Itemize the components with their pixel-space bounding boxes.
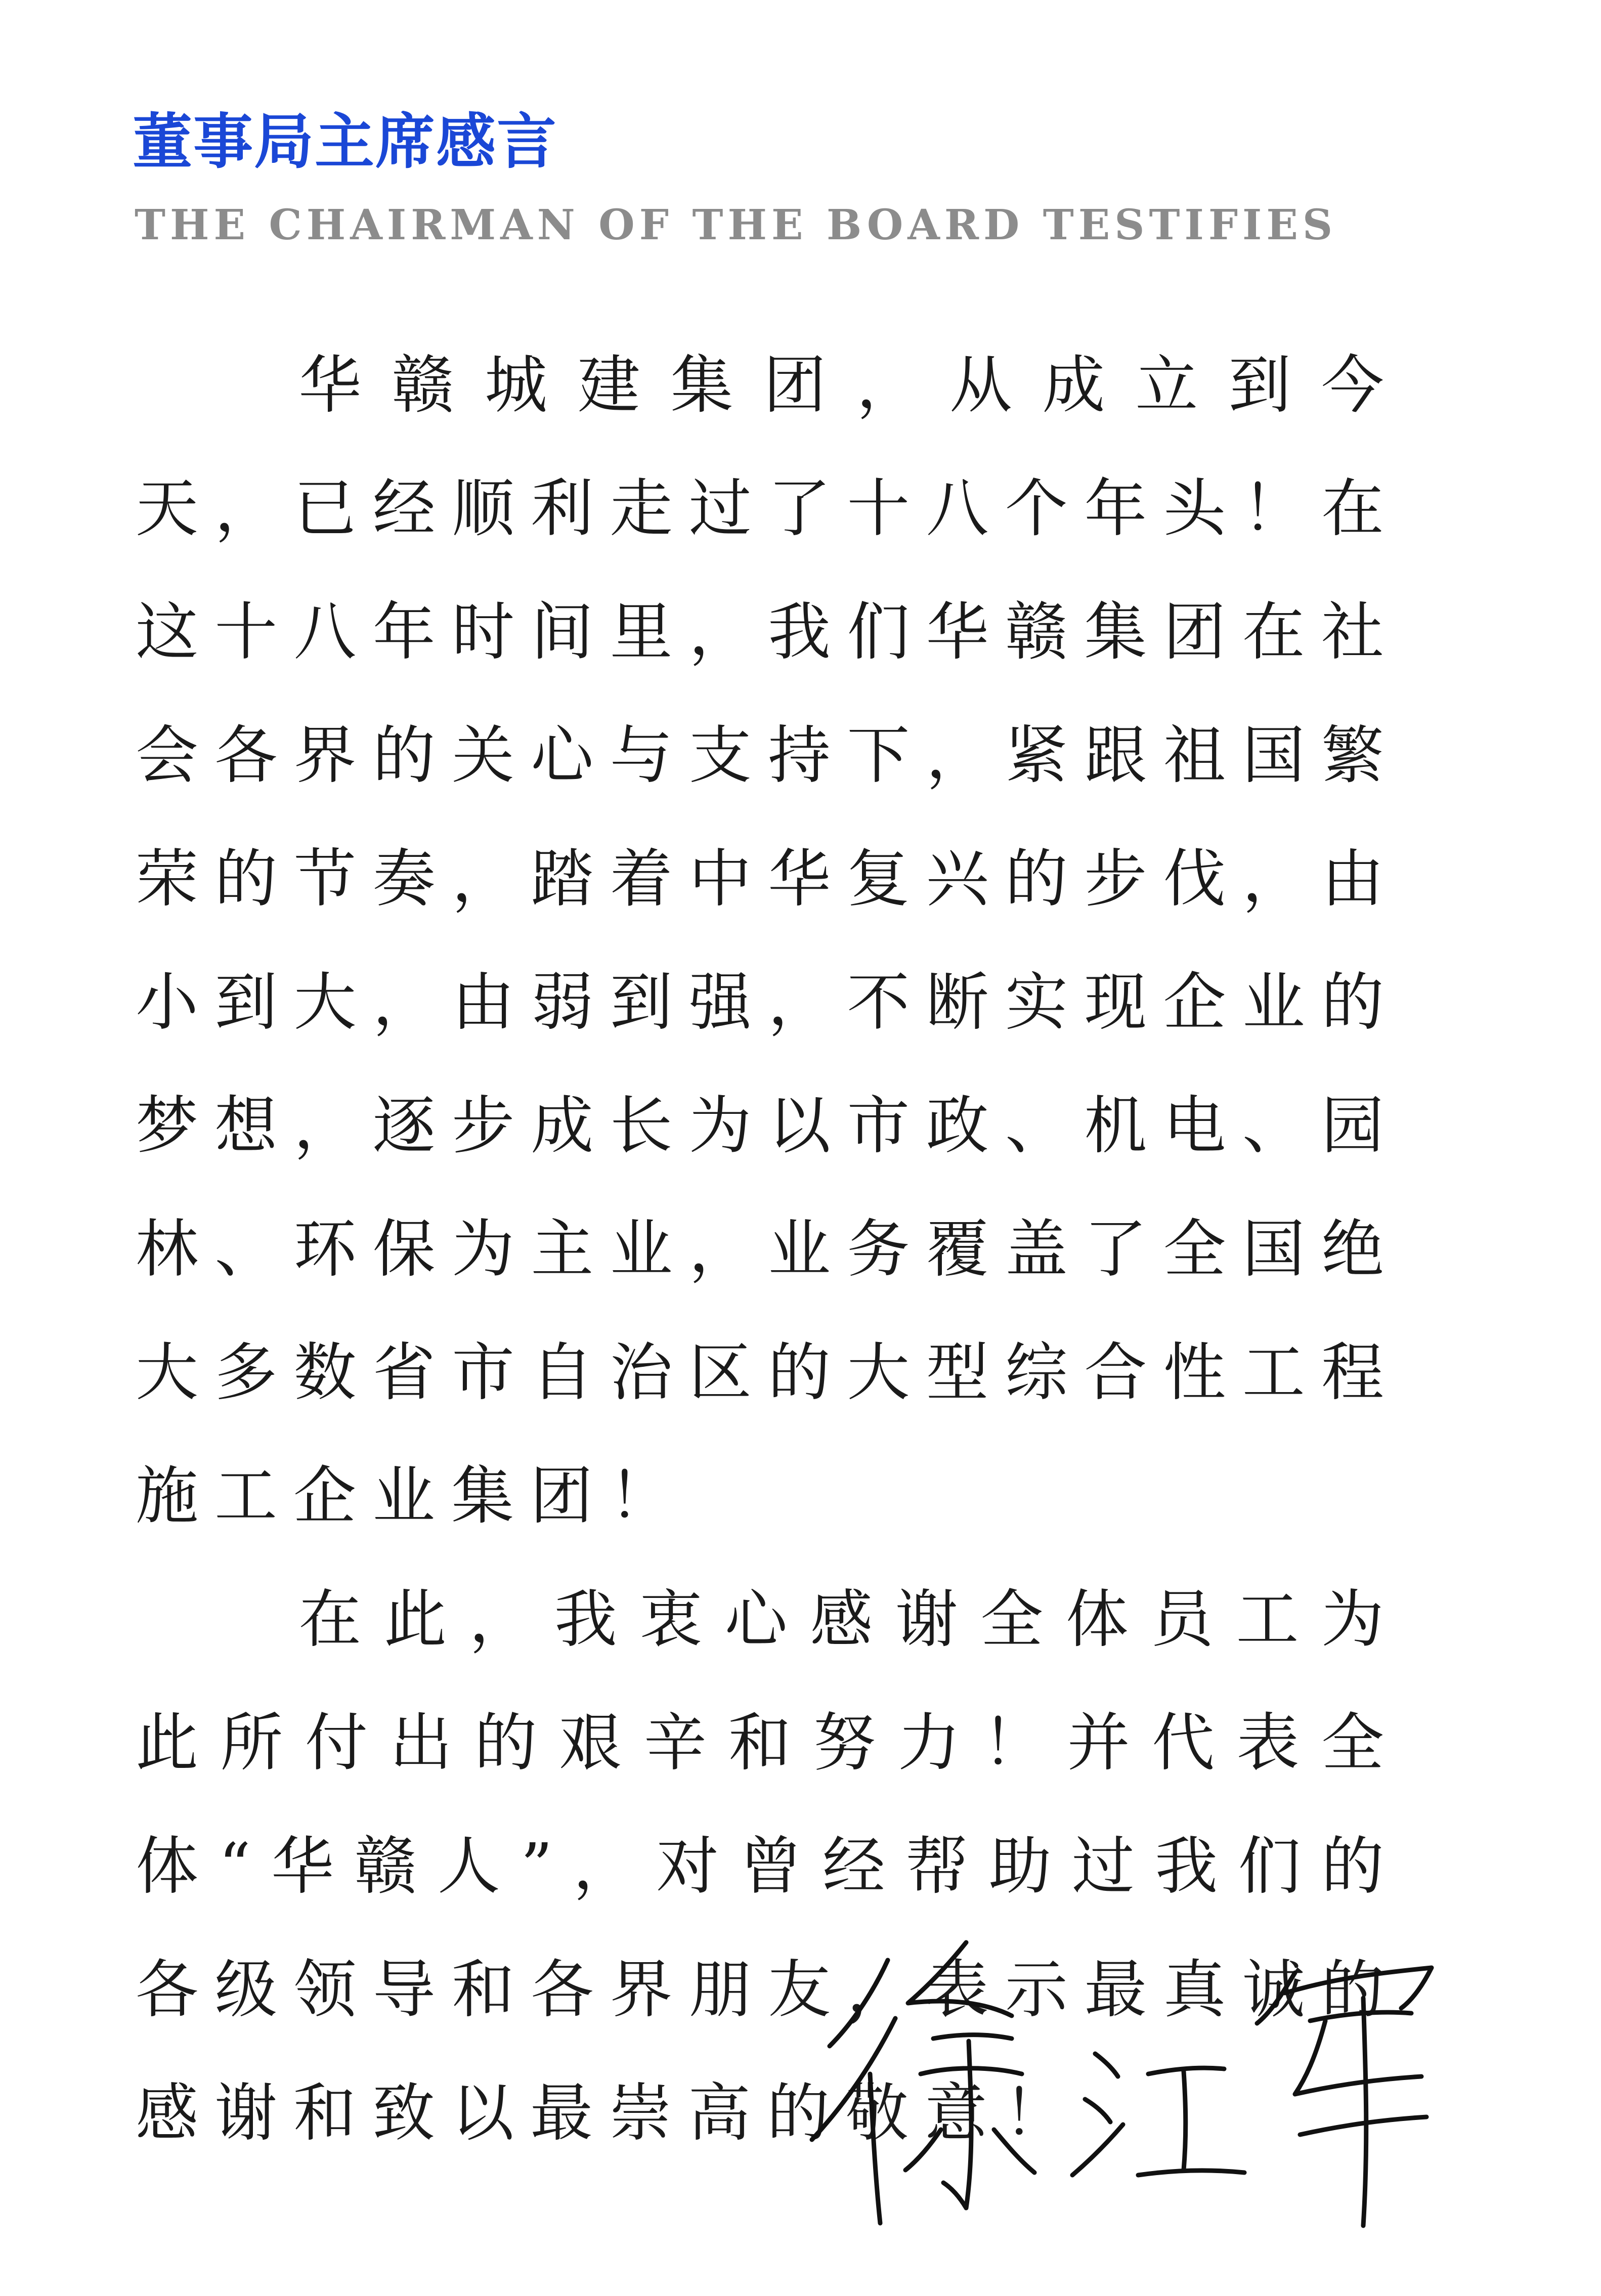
paragraph-1: 华赣城建集团，从成立到今天，已经顺利走过了十八个年头！在这十八年时间里，我们华赣集团在社会各界的关心与支持下，紧跟祖国繁荣的节奏，踏着中华复兴的步伐，由小到大，由弱到强，不断实现企业的梦想，逐步成长为以市政、机电、园林、环保为主业，业务覆盖了全国绝大多数省市自治区的大型综合性工程施工企业集团！ (136, 349, 1400, 1533)
paragraph-2: 在此，我衷心感谢全体员工为此所付出的艰辛和努力！并代表全体“华赣人”，对曾经帮助过我们的各级领导和各界朋友，表示最真诚的感谢和致以最崇高的敬意！ (136, 1583, 1400, 2150)
page-title: 董事局主席感言 (133, 107, 558, 177)
page-subtitle: THE CHAIRMAN OF THE BOARD TESTIFIES (135, 201, 1337, 249)
letter-body (136, 324, 1400, 2175)
signature-image (799, 1912, 1482, 2236)
